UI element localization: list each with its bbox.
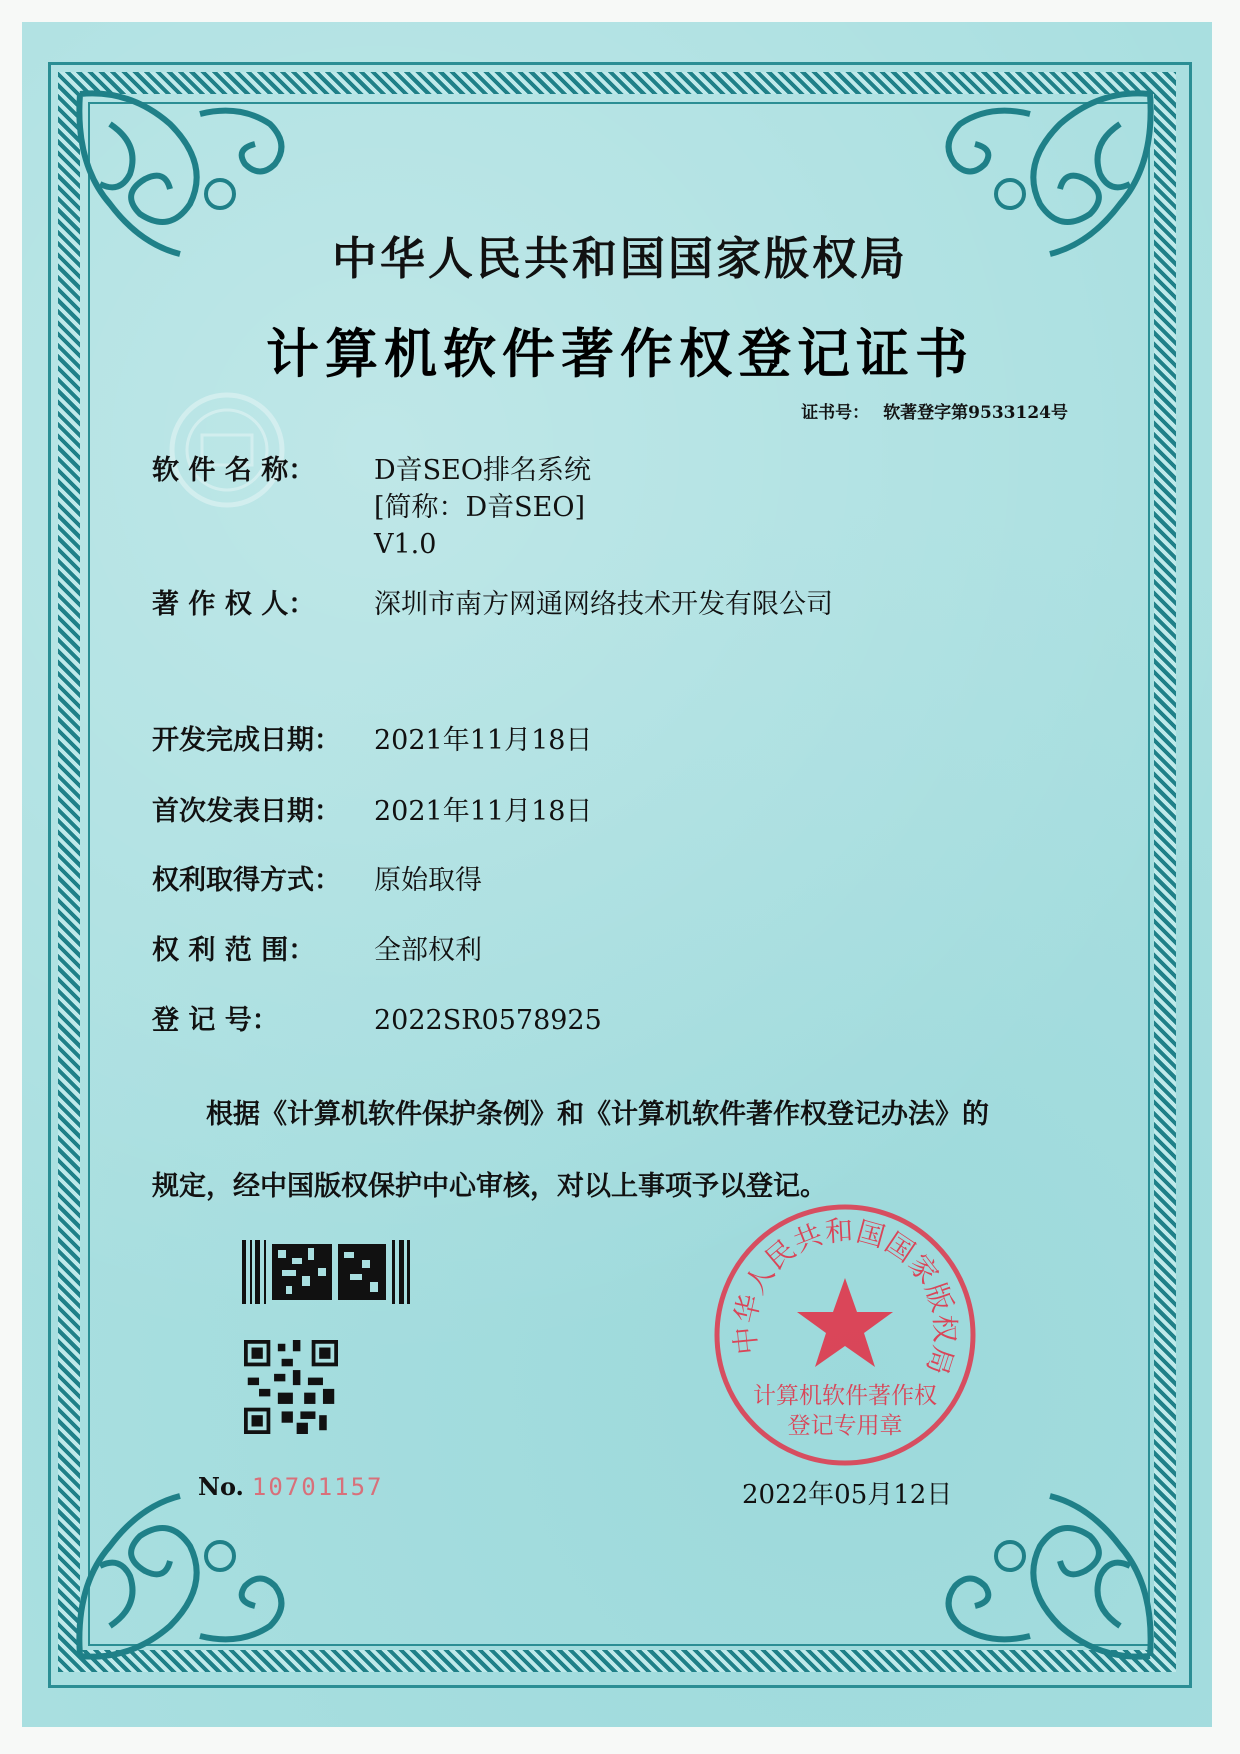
certificate-title: 计算机软件著作权登记证书 bbox=[266, 323, 974, 385]
statement-line-1: 根据《计算机软件保护条例》和《计算机软件著作权登记办法》的 bbox=[206, 1099, 989, 1130]
dev-completion-row bbox=[152, 722, 592, 759]
acquisition-label: 权利取得方式： bbox=[152, 865, 341, 896]
scope-label: 权 利 范 围： bbox=[152, 935, 316, 966]
serial-number-label: No. bbox=[198, 1472, 244, 1501]
acquisition-row bbox=[152, 862, 482, 899]
copyright-owner-row bbox=[152, 586, 833, 623]
registration-number-label: 登 记 号： bbox=[152, 1005, 279, 1036]
registration-number-value: 2022SR0578925 bbox=[374, 1005, 602, 1036]
software-short-name-line: [简称：D音SEO] bbox=[374, 492, 586, 523]
serial-number-value: 10701157 bbox=[251, 1473, 384, 1501]
dev-completion-value: 2021年11月18日 bbox=[374, 725, 593, 756]
software-name-value bbox=[374, 452, 591, 563]
software-name-label: 软 件 名 称： bbox=[152, 455, 316, 486]
certificate-number-label: 证书号： bbox=[801, 403, 870, 423]
acquisition-value: 原始取得 bbox=[374, 865, 482, 896]
svg-text:计算机软件著作权: 计算机软件著作权 bbox=[753, 1383, 937, 1409]
statement-line-2: 规定，经中国版权保护中心审核，对以上事项予以登记。 bbox=[152, 1171, 827, 1202]
official-red-seal-stamp bbox=[710, 1200, 980, 1470]
software-name-line: D音SEO排名系统 bbox=[374, 455, 591, 486]
first-publish-label: 首次发表日期： bbox=[152, 796, 341, 827]
svg-text:中华人民共和国国家版权局: 中华人民共和国国家版权局 bbox=[728, 1213, 962, 1380]
first-publish-row bbox=[152, 793, 592, 830]
first-publish-value: 2021年11月18日 bbox=[374, 796, 593, 827]
scope-row bbox=[152, 932, 482, 969]
certificate-number bbox=[801, 398, 1068, 423]
qr-code-image bbox=[244, 1340, 338, 1434]
registration-number-row bbox=[152, 1002, 602, 1039]
dev-completion-label: 开发完成日期： bbox=[152, 725, 341, 756]
issue-date: 2022年05月12日 bbox=[742, 1480, 953, 1510]
certificate-number-value: 软著登字第9533124号 bbox=[883, 403, 1068, 423]
corner-ornament-bottom-left bbox=[70, 1476, 300, 1666]
svg-text:登记专用章: 登记专用章 bbox=[787, 1413, 903, 1439]
serial-number bbox=[198, 1472, 383, 1501]
software-name-row bbox=[152, 452, 591, 563]
issuing-authority: 中华人民共和国国家版权局 bbox=[331, 232, 908, 285]
scope-value: 全部权利 bbox=[374, 935, 482, 966]
corner-ornament-bottom-right bbox=[930, 1476, 1160, 1666]
barcode-image bbox=[242, 1240, 412, 1304]
copyright-owner-label: 著 作 权 人： bbox=[152, 589, 316, 620]
software-version-line: V1.0 bbox=[374, 529, 437, 560]
copyright-owner-value: 深圳市南方网通网络技术开发有限公司 bbox=[374, 589, 833, 620]
